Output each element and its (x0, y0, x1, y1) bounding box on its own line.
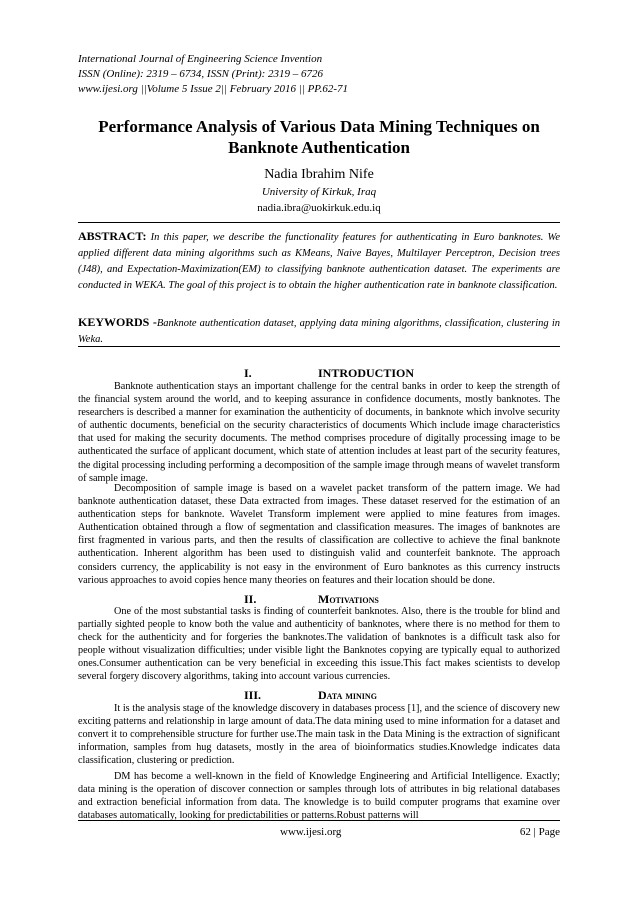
section-name: INTRODUCTION (318, 366, 415, 380)
rule-top (78, 222, 560, 223)
journal-site: www.ijesi.org ||Volume 5 Issue 2|| February 2016 || PP.62-71 (78, 83, 349, 95)
footer-url[interactable]: www.ijesi.org (280, 826, 342, 838)
title-line-2: Banknote Authentication (228, 138, 410, 157)
section-name: Motivations (318, 592, 379, 606)
paragraph-motivations: One of the most substantial tasks is finding of counterfeit banknotes. Also, there is the trouble for blind and partially sighted people to know both the value and authenticity of banknotes, where there is no method for them to check for the authenticity and for forgeries the banknotes.The validation of banknotes is a difficult task also for people without visualization difficulties; under visible light the Banknotes copying are typically equal to authorized ones.Consumer authentication can be very beneficial in exceeding this issue.This fact makes scientists to develop several forgery discovery algorithms, taking into account various currencies. (78, 606, 560, 683)
abstract (78, 228, 560, 294)
author-email[interactable]: nadia.ibra@uokirkuk.edu.iq (257, 202, 381, 214)
section-number: II. (244, 592, 257, 606)
paper-title (78, 116, 560, 158)
journal-name: International Journal of Engineering Science Invention (78, 53, 323, 65)
paragraph-intro-1: Banknote authentication stays an important challenge for the central banks in order to keep the strength of the financial system around the world, and to keeping assurance in confidence documents, mostly banknotes. The researchers is described a manner for examination the authenticity of documents, in banknote which involve security of authentic documents, beneficial on the security characteristics of documents Which include image characteristics that used for making the security documents. The method comprises procedure of digitally processing image to be authenticated the surface of applicant document, which state of attention includes at least part of the security features, the digital processing including performing a decomposition of the sample image through means of wavelet transform of sample image. (78, 381, 560, 484)
section-name: Data mining (318, 688, 377, 702)
paragraph-data-mining-2: DM has become a well-known in the field of Knowledge Engineering and Artificial Intelligence. Exactly; data mining is the operation of discover connection or samples through lots of attributes in big relational databases and extraction beneficial information from data. The knowledge is to build computer programs that examine over databases automatically, looking for predictabilities or patterns.Robust patterns will (78, 771, 560, 822)
footer-page-number: 62 | Page (519, 826, 560, 838)
journal-issn: ISSN (Online): 2319 – 6734, ISSN (Print): 2319 – 6726 (78, 68, 324, 80)
keywords (78, 314, 560, 348)
rule-bottom (78, 346, 560, 347)
paragraph-data-mining-1: It is the analysis stage of the knowledge discovery in databases process [1], and the science of discovery new exciting patterns and relationship in large amount of data.The data mining used to mine information for a dataset and convert it to comprehensible structure for further use.The main task in the Data Mining is the extraction of significant information, samples from hug datasets, mostly in the area of bioinformatics studies.Knowledge indicates data classification, clustering or prediction. (78, 703, 560, 767)
paragraph-intro-2: Decomposition of sample image is based on a wavelet packet transform of the pattern image. We had banknote authentication dataset, these Data extracted from images. These dataset reserved for the estimation of an authentication steps for banknote. Wavelet Transform implement were applied to mine features from images. Authentication obtained through a flow of segmentation and classification measures. The images of banknotes are first fragmented in various parts, and then the results of classification are collective to achieve the final banknote authentication. Inherent algorithm has been used to distinguish valid and counterfeit banknote. The approach considers currency, the applicability is not easy in the environment of Euro banknotes as this currency instructs various approaches to avoid copies hence many theories on features and their location should be done. (78, 483, 560, 586)
section-number: I. (244, 366, 252, 380)
footer-rule (78, 820, 560, 821)
abstract-label: ABSTRACT: (78, 229, 147, 243)
abstract-text: In this paper, we describe the functionality features for authenticating in Euro banknotes. We applied different data mining algorithms such as KMeans, Naive Bayes, Multilayer Perceptron, Decision trees (J48), and Expectation-Maximization(EM) to classifying banknote authentication dataset. The experiments are conducted in WEKA. The goal of this project is to obtain the higher authentication rate in banknote classification. (78, 232, 560, 291)
section-number: III. (244, 688, 262, 702)
journal-header (78, 52, 558, 97)
author-name: Nadia Ibrahim Nife (264, 167, 374, 182)
title-line-1: Performance Analysis of Various Data Mining Techniques on (98, 117, 540, 136)
keywords-label: KEYWORDS - (78, 315, 157, 329)
keywords-text: Banknote authentication dataset, applying data mining algorithms, classification, clustering in Weka. (78, 318, 560, 345)
author-affiliation: University of Kirkuk, Iraq (261, 186, 377, 198)
